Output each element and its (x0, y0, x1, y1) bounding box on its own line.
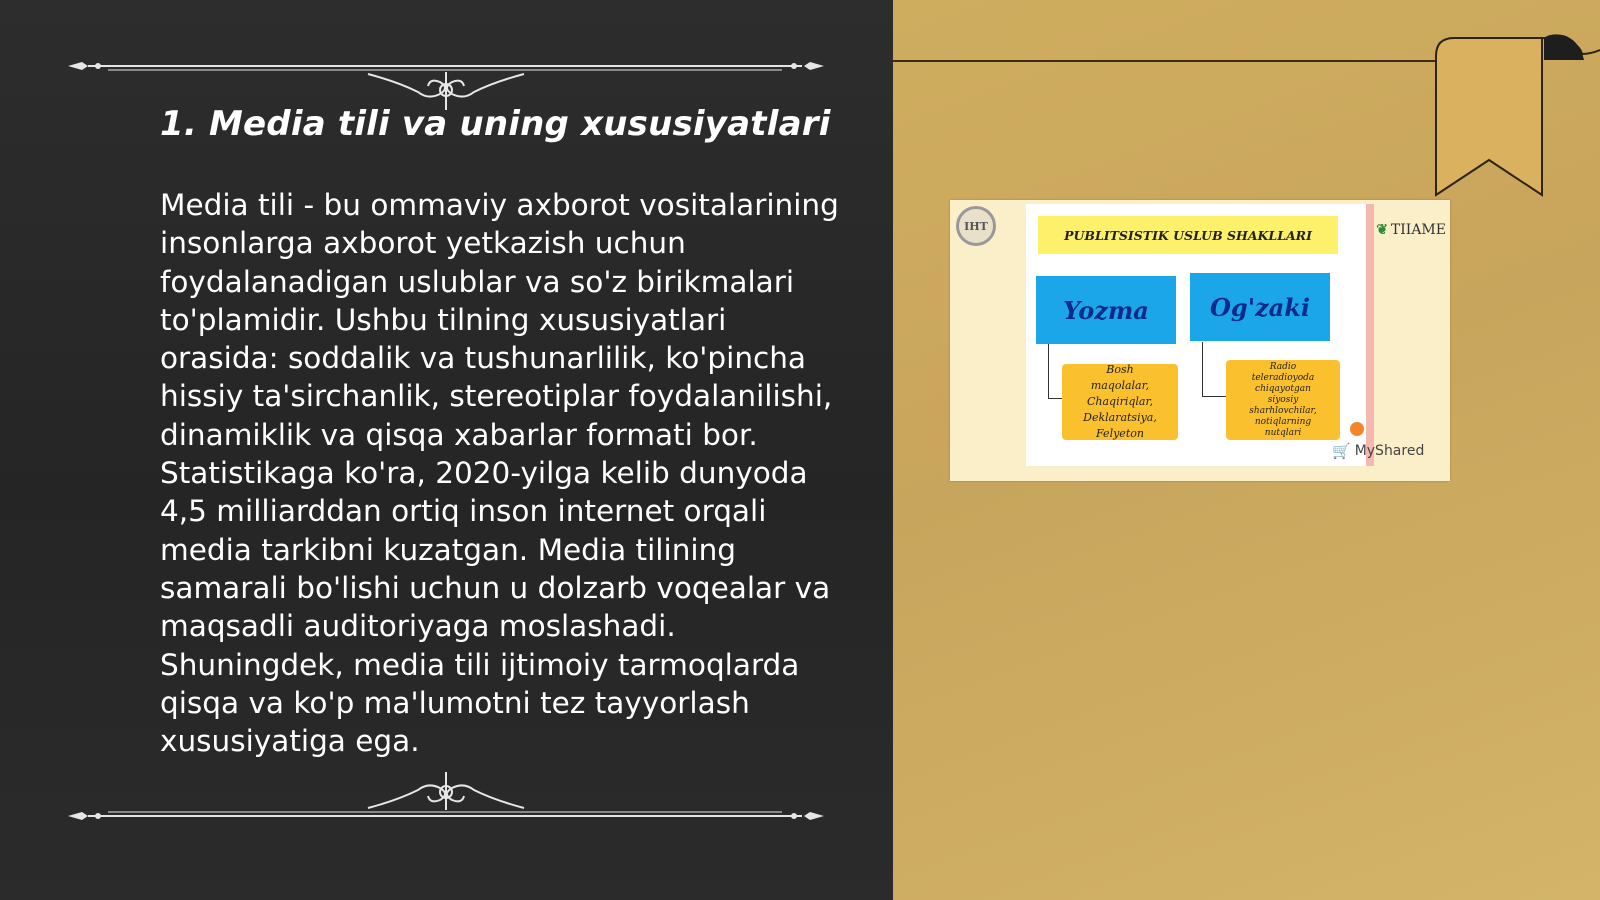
embedded-image-publitsistik-uslub (950, 200, 1450, 481)
sub-line: Radio (1269, 361, 1297, 372)
myshared-label: MyShared (1354, 443, 1425, 459)
header-rule (893, 60, 1438, 62)
slide-body-text: Media tili - bu ommaviy axborot vositalarining insonlarga axborot yetkazish uchun foydalanadigan uslublar va so'z birikmalari to'plamidir. Ushbu tilning xususiyatlari orasida: soddalik va tushunarlilik, ko'pincha hissiy ta'sirchanlik, stereotiplar foydalanilishi, dinamiklik va qisqa xabarlar formati bor. Statistikaga ko'ra, 2020-yilga kelib dunyoda 4,5 milliarddan ortiq inson internet orqali media tarkibni kuzatgan. Media tilining samarali bo'lishi uchun u dolzarb voqealar va maqsadli auditoriyaga moslashadi. Shuningdek, media tili ijtimoiy tarmoqlarda qisqa va ko'p ma'lumotni tez tayyorlash xususiyatiga ega. (160, 188, 839, 759)
connector-line (1202, 342, 1227, 397)
sub-line: siyosiy (1267, 394, 1299, 405)
slide-title: 1. Media tili va uning xususiyatlari (160, 104, 831, 144)
sub-line: notiqlarning (1254, 416, 1312, 427)
tiiame-label: TIIAME (1390, 222, 1446, 238)
sub-box-yozma (1062, 364, 1178, 440)
sub-box-ogzaki (1226, 360, 1340, 440)
top-ornament-divider (68, 52, 824, 112)
cart-icon: 🛒 (1332, 442, 1351, 460)
sub-line: chiqayotgan (1255, 383, 1311, 394)
tiiame-brand (1376, 222, 1446, 238)
sub-line: Chaqiriqlar, (1086, 395, 1154, 408)
box-yozma: Yozma (1036, 276, 1176, 344)
orange-dot-marker (1350, 422, 1364, 436)
sub-line: Deklaratsiya, (1083, 411, 1157, 424)
sub-line: maqolalar, (1090, 379, 1150, 392)
connector-line (1048, 344, 1063, 399)
leaf-icon: ❦ (1376, 222, 1388, 238)
sub-line: Bosh (1106, 363, 1134, 376)
sub-line: Felyeton (1096, 427, 1144, 440)
bookmark-ribbon-icon (1432, 30, 1600, 200)
bottom-ornament-divider (68, 770, 824, 830)
sub-line: teleradioyoda (1251, 372, 1315, 383)
box-ogzaki: Og'zaki (1190, 273, 1330, 341)
institute-logo: IHT (956, 206, 996, 246)
diagram-card (1026, 204, 1374, 466)
sub-line: nutqlari (1264, 427, 1302, 438)
myshared-watermark (1332, 442, 1424, 460)
banner-publitsistik: PUBLITSISTIK USLUB SHAKLLARI (1038, 216, 1338, 254)
sub-line: sharhlovchilar, (1249, 405, 1317, 416)
